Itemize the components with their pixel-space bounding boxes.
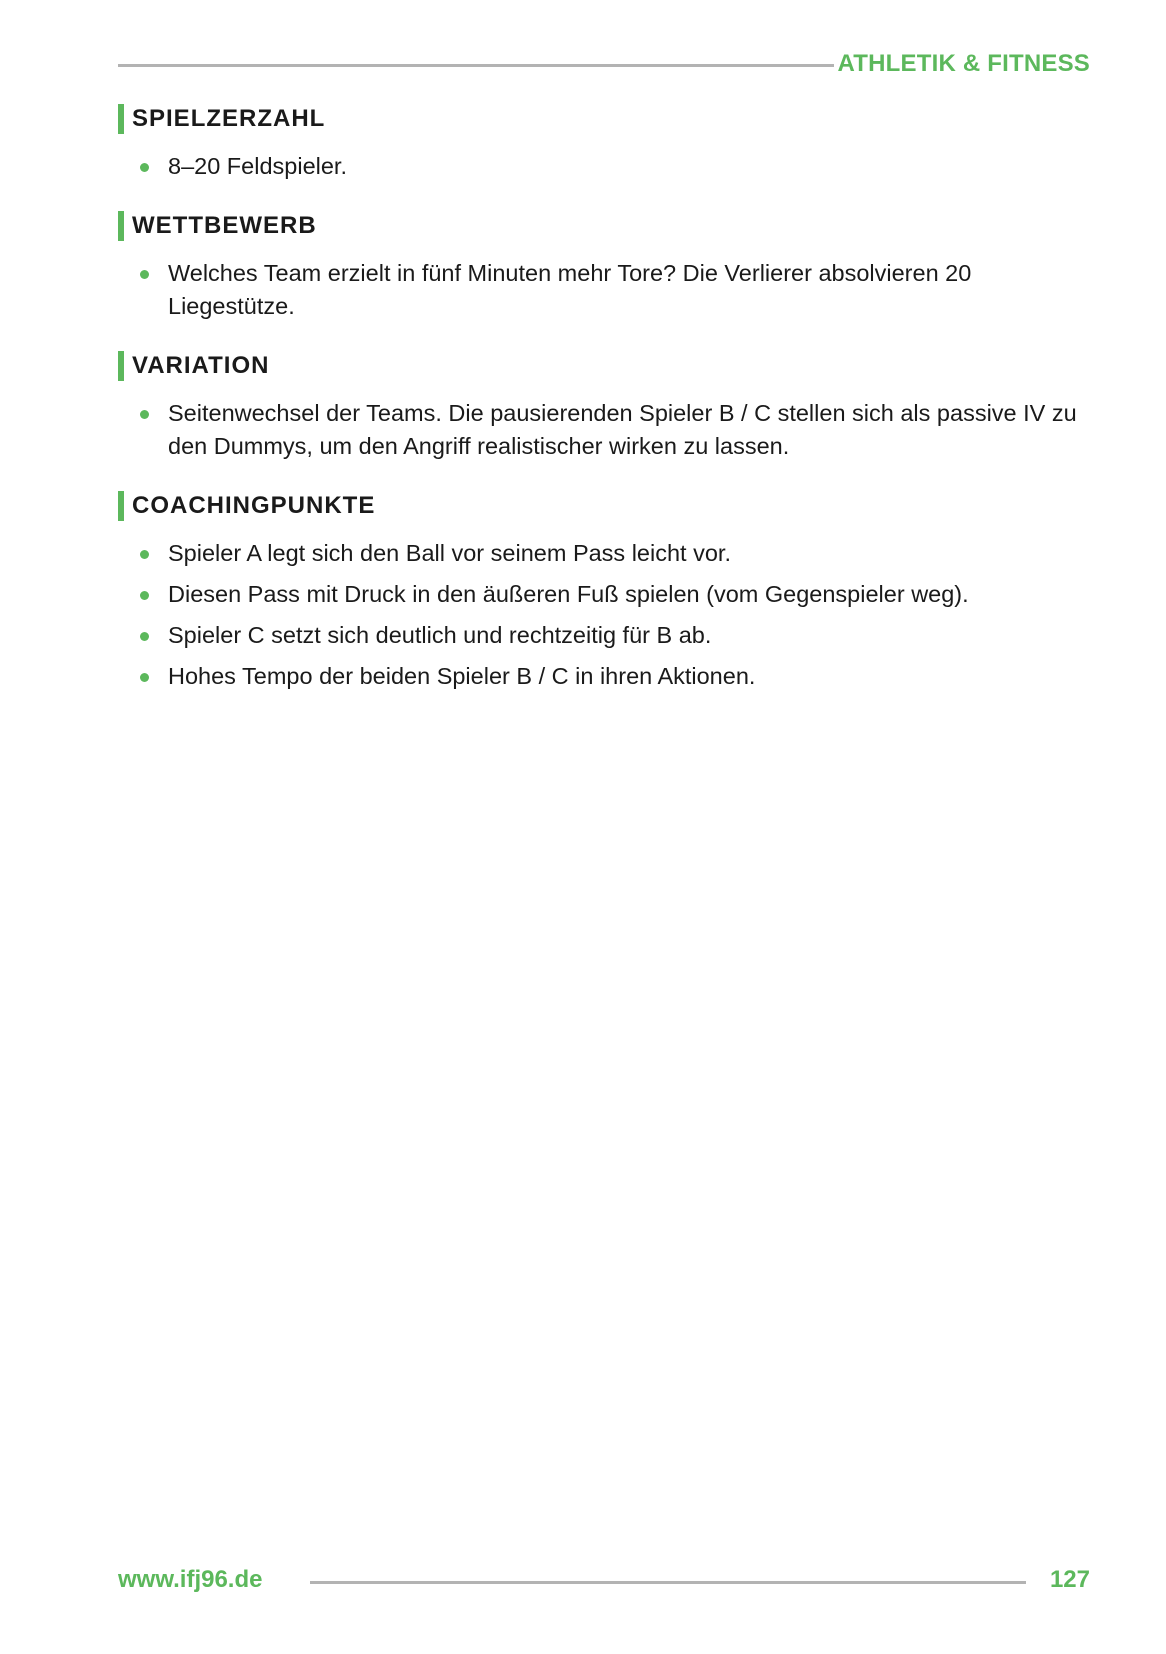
section-heading [118,102,1090,136]
bullet-icon [140,632,149,641]
section-wettbewerb [118,209,1090,323]
list-item [118,150,1090,183]
bullet-icon [140,550,149,559]
page-number: 127 [1049,1566,1090,1593]
bullet-text: Diesen Pass mit Druck in den äußeren Fuß spielen (vom Gegenspieler weg). [168,581,969,607]
bullet-icon [140,270,149,279]
list-item [118,619,1090,652]
heading-marker [118,351,124,381]
bullet-text: Hohes Tempo der beiden Spieler B / C in ihren Aktionen. [168,663,756,689]
page-content [118,102,1090,719]
page-footer [118,1566,1090,1600]
bullet-list [118,257,1090,323]
section-title: SPIELZERZAHL [132,105,326,132]
bullet-icon [140,163,149,172]
heading-marker [118,491,124,521]
section-title: WETTBEWERB [132,212,317,239]
bullet-list [118,397,1090,463]
chapter-title: ATHLETIK & FITNESS [837,50,1090,77]
section-variation [118,349,1090,463]
list-item [118,257,1090,323]
heading-marker [118,211,124,241]
page-header [118,50,1090,80]
bullet-text: Welches Team erzielt in fünf Minuten mehr Tore? Die Verlierer absolvieren 20 Liegestütze. [168,260,972,319]
website-link[interactable]: www.ifj96.de [118,1566,263,1593]
section-coachingpunkte [118,489,1090,693]
section-heading [118,209,1090,243]
list-item [118,537,1090,570]
section-heading [118,489,1090,523]
bullet-text: Seitenwechsel der Teams. Die pausierenden Spieler B / C stellen sich als passive IV zu den Dummys, um den Angriff realistischer wirken zu lassen. [168,400,1077,459]
bullet-icon [140,673,149,682]
heading-marker [118,104,124,134]
section-title: COACHINGPUNKTE [132,492,376,519]
section-spielerzahl [118,102,1090,183]
bullet-icon [140,410,149,419]
bullet-text: Spieler C setzt sich deutlich und rechtzeitig für B ab. [168,622,712,648]
section-title: VARIATION [132,352,270,379]
footer-rule [310,1581,1026,1584]
section-heading [118,349,1090,383]
list-item [118,397,1090,463]
bullet-list [118,537,1090,693]
bullet-text: Spieler A legt sich den Ball vor seinem Pass leicht vor. [168,540,731,566]
header-rule [118,64,834,67]
list-item [118,578,1090,611]
list-item [118,660,1090,693]
bullet-icon [140,591,149,600]
bullet-text: 8–20 Feldspieler. [168,153,347,179]
bullet-list [118,150,1090,183]
